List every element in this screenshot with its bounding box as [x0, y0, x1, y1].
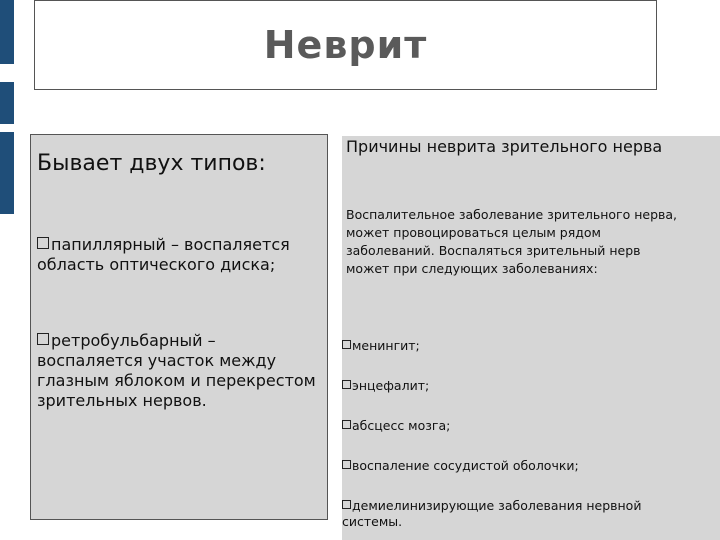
slide-title: Неврит: [263, 23, 428, 67]
list-item: [37, 331, 323, 411]
left-heading: Бывает двух типов:: [37, 151, 266, 176]
list-item-text: энцефалит;: [352, 378, 430, 393]
right-heading: Причины неврита зрительного нерва: [346, 137, 663, 156]
right-paragraph: Воспалительное заболевание зрительного нерва, может провоцироваться целым рядом заболеваний. Воспаляться зрительный нерв может при следующих заболеваниях:: [346, 207, 678, 276]
title-box: [34, 0, 657, 90]
list-item-text: абсцесс мозга;: [352, 418, 451, 433]
square-bullet-icon: [342, 460, 351, 469]
accent-bar-bottom: [0, 132, 14, 214]
accent-bar-top: [0, 0, 14, 64]
list-item-text: менингит;: [352, 338, 420, 353]
square-bullet-icon: [37, 333, 49, 345]
list-item: [342, 418, 672, 434]
list-item: [342, 458, 672, 474]
list-item-text: воспаление сосудистой оболочки;: [352, 458, 579, 473]
square-bullet-icon: [342, 420, 351, 429]
square-bullet-icon: [342, 340, 351, 349]
list-item: [37, 235, 323, 275]
accent-bar-middle: [0, 82, 14, 124]
list-item: [342, 498, 672, 530]
left-panel: [30, 134, 328, 520]
square-bullet-icon: [342, 380, 351, 389]
square-bullet-icon: [37, 237, 49, 249]
right-panel: [342, 136, 720, 540]
list-item-text: папиллярный – воспаляется область оптического диска;: [37, 235, 290, 274]
list-item: [342, 338, 672, 354]
list-item-text: ретробульбарный – воспаляется участок между глазным яблоком и перекрестом зрительных нервов.: [37, 331, 316, 410]
list-item: [342, 378, 672, 394]
list-item-text: демиелинизирующие заболевания нервной системы.: [342, 498, 642, 529]
square-bullet-icon: [342, 500, 351, 509]
